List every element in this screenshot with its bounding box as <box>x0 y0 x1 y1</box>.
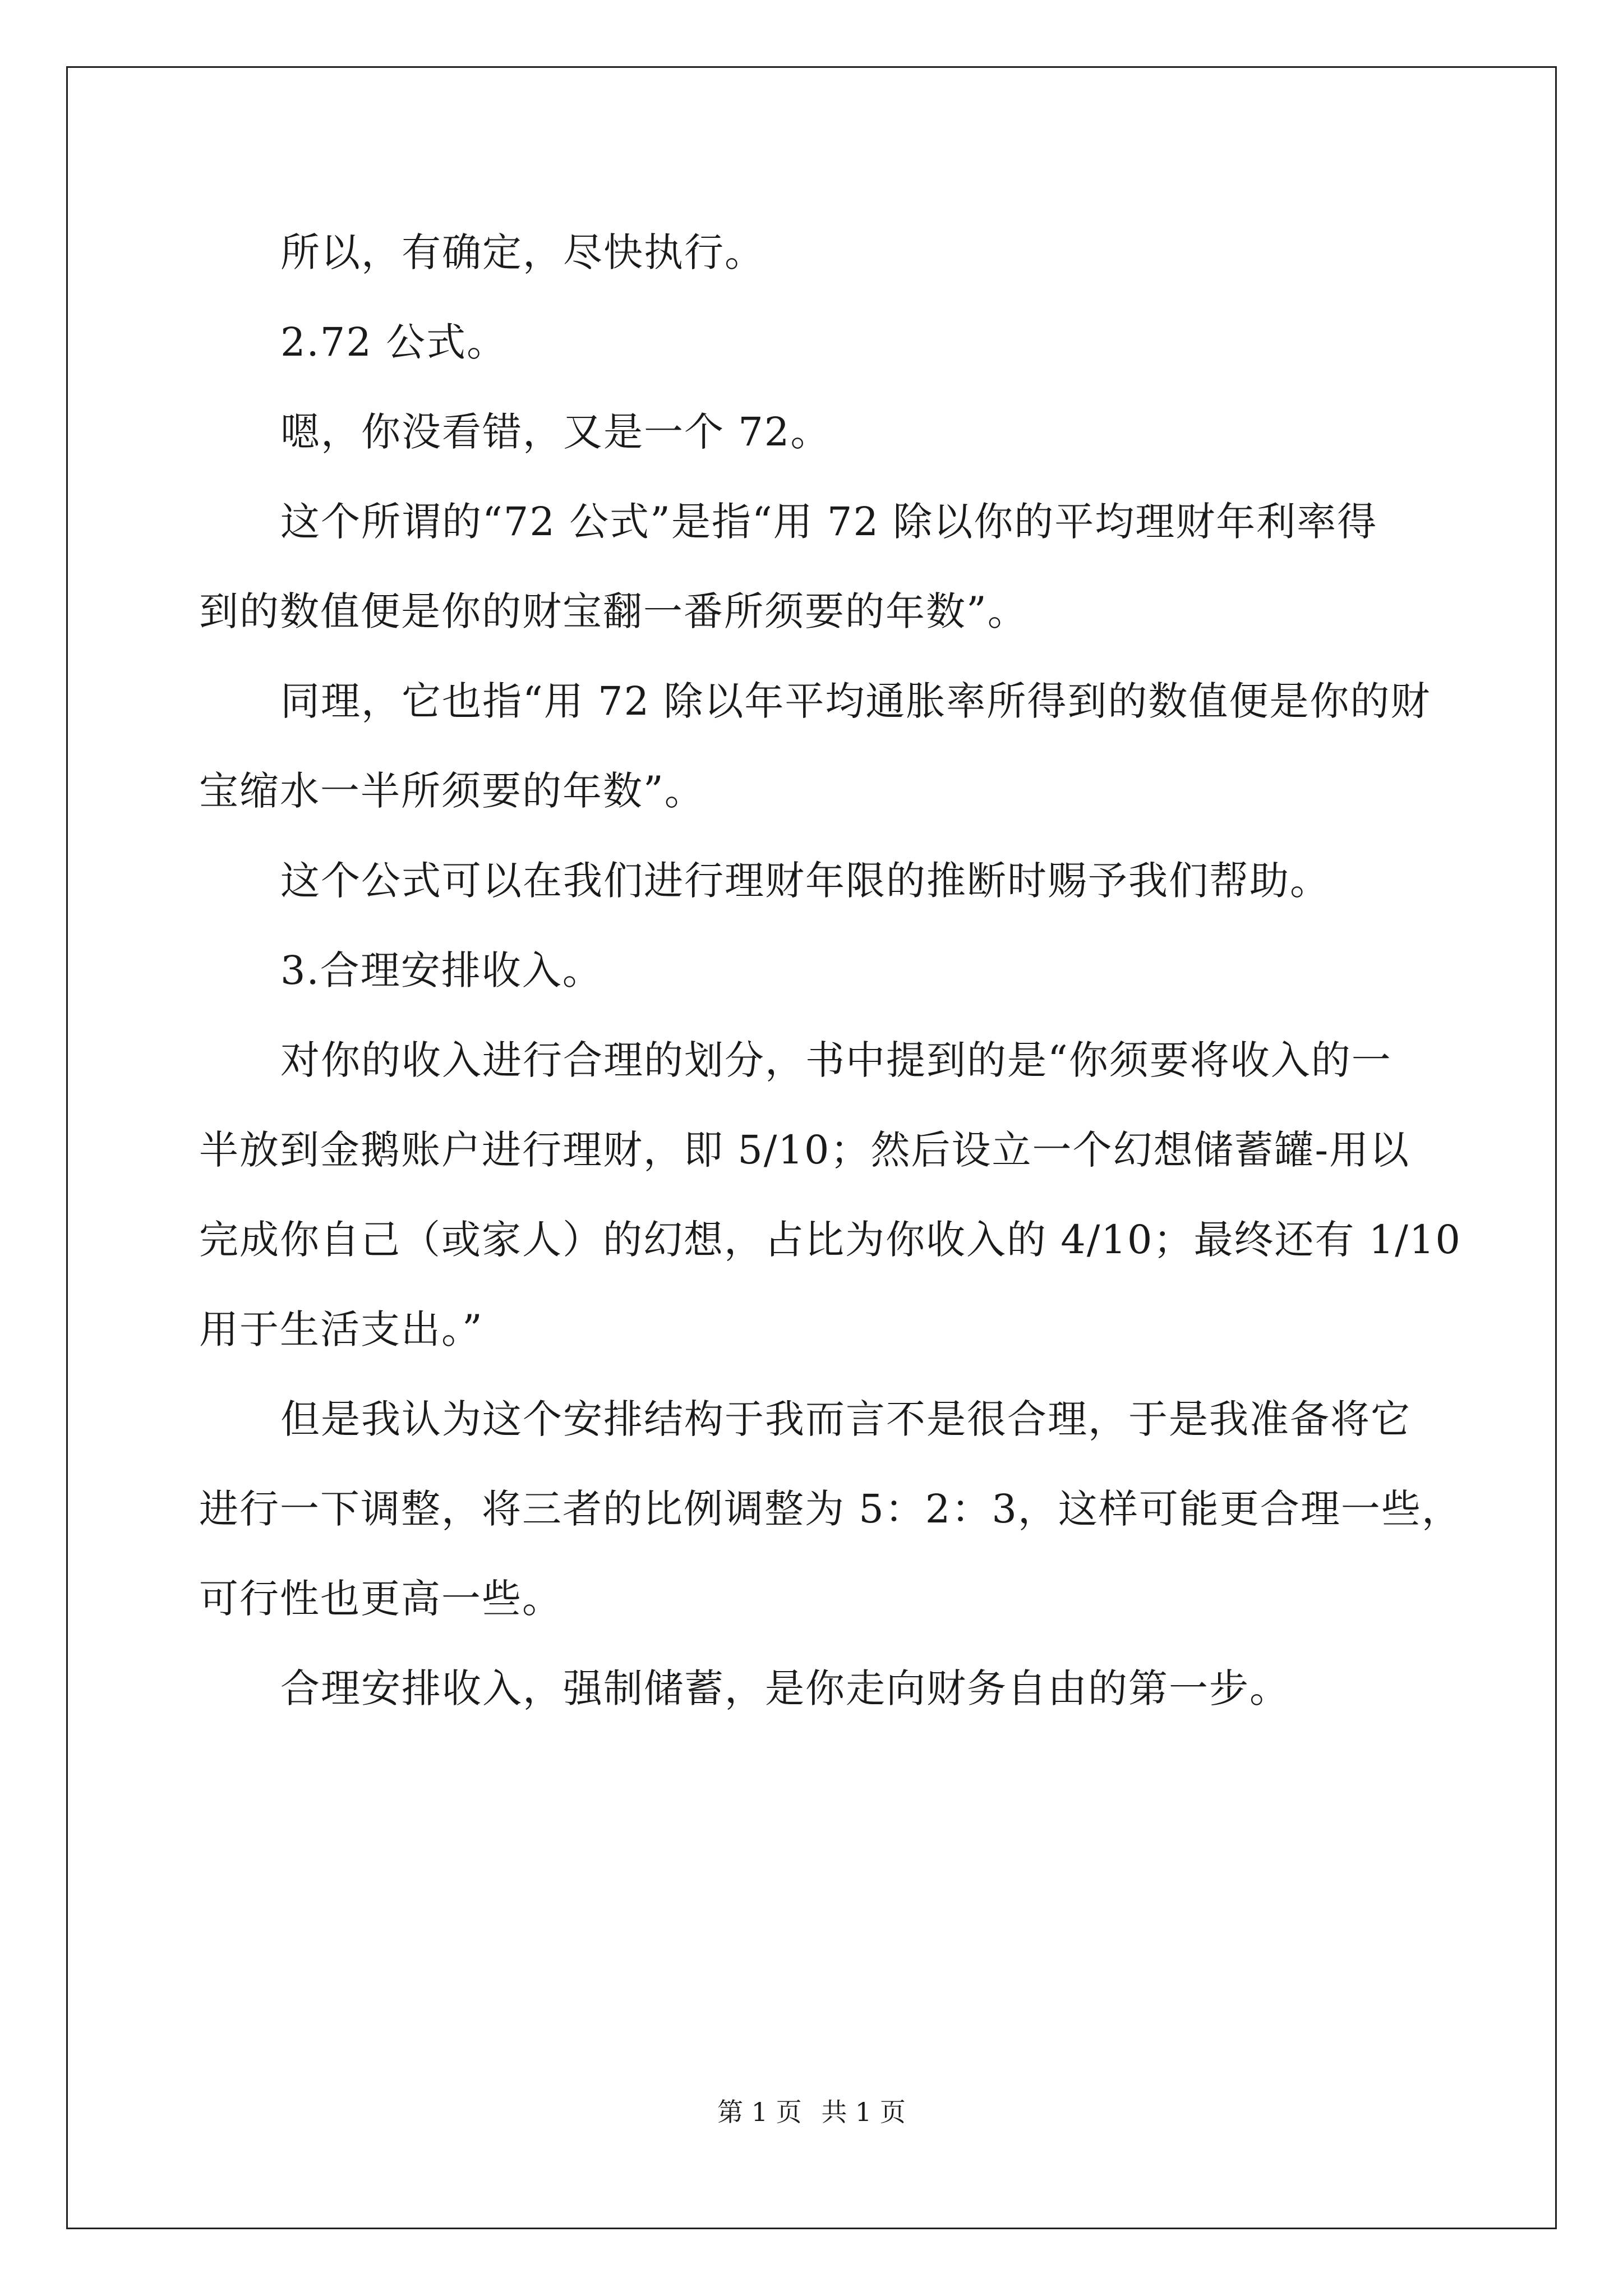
paragraph-line: 这个公式可以在我们进行理财年限的推断时赐予我们帮助。 <box>280 858 1330 904</box>
paragraph-line: 所以，有确定，尽快执行。 <box>280 229 765 275</box>
paragraph-line: 宝缩水一半所须要的年数”。 <box>199 768 705 814</box>
paragraph-line: 半放到金鹅账户进行理财，即 5/10；然后设立一个幻想储蓄罐-用以 <box>199 1127 1410 1173</box>
paragraph-line: 这个所谓的“72 公式”是指“用 72 除以你的平均理财年利率得 <box>280 499 1378 545</box>
paragraph-line: 对你的收入进行合理的划分，书中提到的是“你须要将收入的一 <box>280 1037 1392 1083</box>
paragraph-line: 进行一下调整，将三者的比例调整为 5：2：3，这样可能更合理一些， <box>199 1486 1462 1532</box>
page-number: 第 1 页 <box>717 2097 802 2127</box>
paragraph-line: 2.72 公式。 <box>280 319 508 365</box>
paragraph-line: 嗯，你没看错，又是一个 72。 <box>280 409 831 455</box>
paragraph-line: 3.合理安排收入。 <box>280 947 603 993</box>
paragraph-line: 但是我认为这个安排结构于我而言不是很合理，于是我准备将它 <box>280 1396 1411 1442</box>
page-total: 共 1 页 <box>821 2097 906 2127</box>
paragraph-line: 同理，它也指“用 72 除以年平均通胀率所得到的数值便是你的财 <box>280 678 1431 724</box>
paragraph-line: 可行性也更高一些。 <box>199 1576 562 1622</box>
paragraph-line: 完成你自己（或家人）的幻想，占比为你收入的 4/10；最终还有 1/10 <box>199 1217 1461 1263</box>
paragraph-line: 用于生活支出。” <box>199 1306 483 1352</box>
paragraph-line: 合理安排收入，强制储蓄，是你走向财务自由的第一步。 <box>280 1665 1290 1711</box>
page-footer <box>0 2095 1623 2129</box>
paragraph-line: 到的数值便是你的财宝翻一番所须要的年数”。 <box>199 588 1028 634</box>
